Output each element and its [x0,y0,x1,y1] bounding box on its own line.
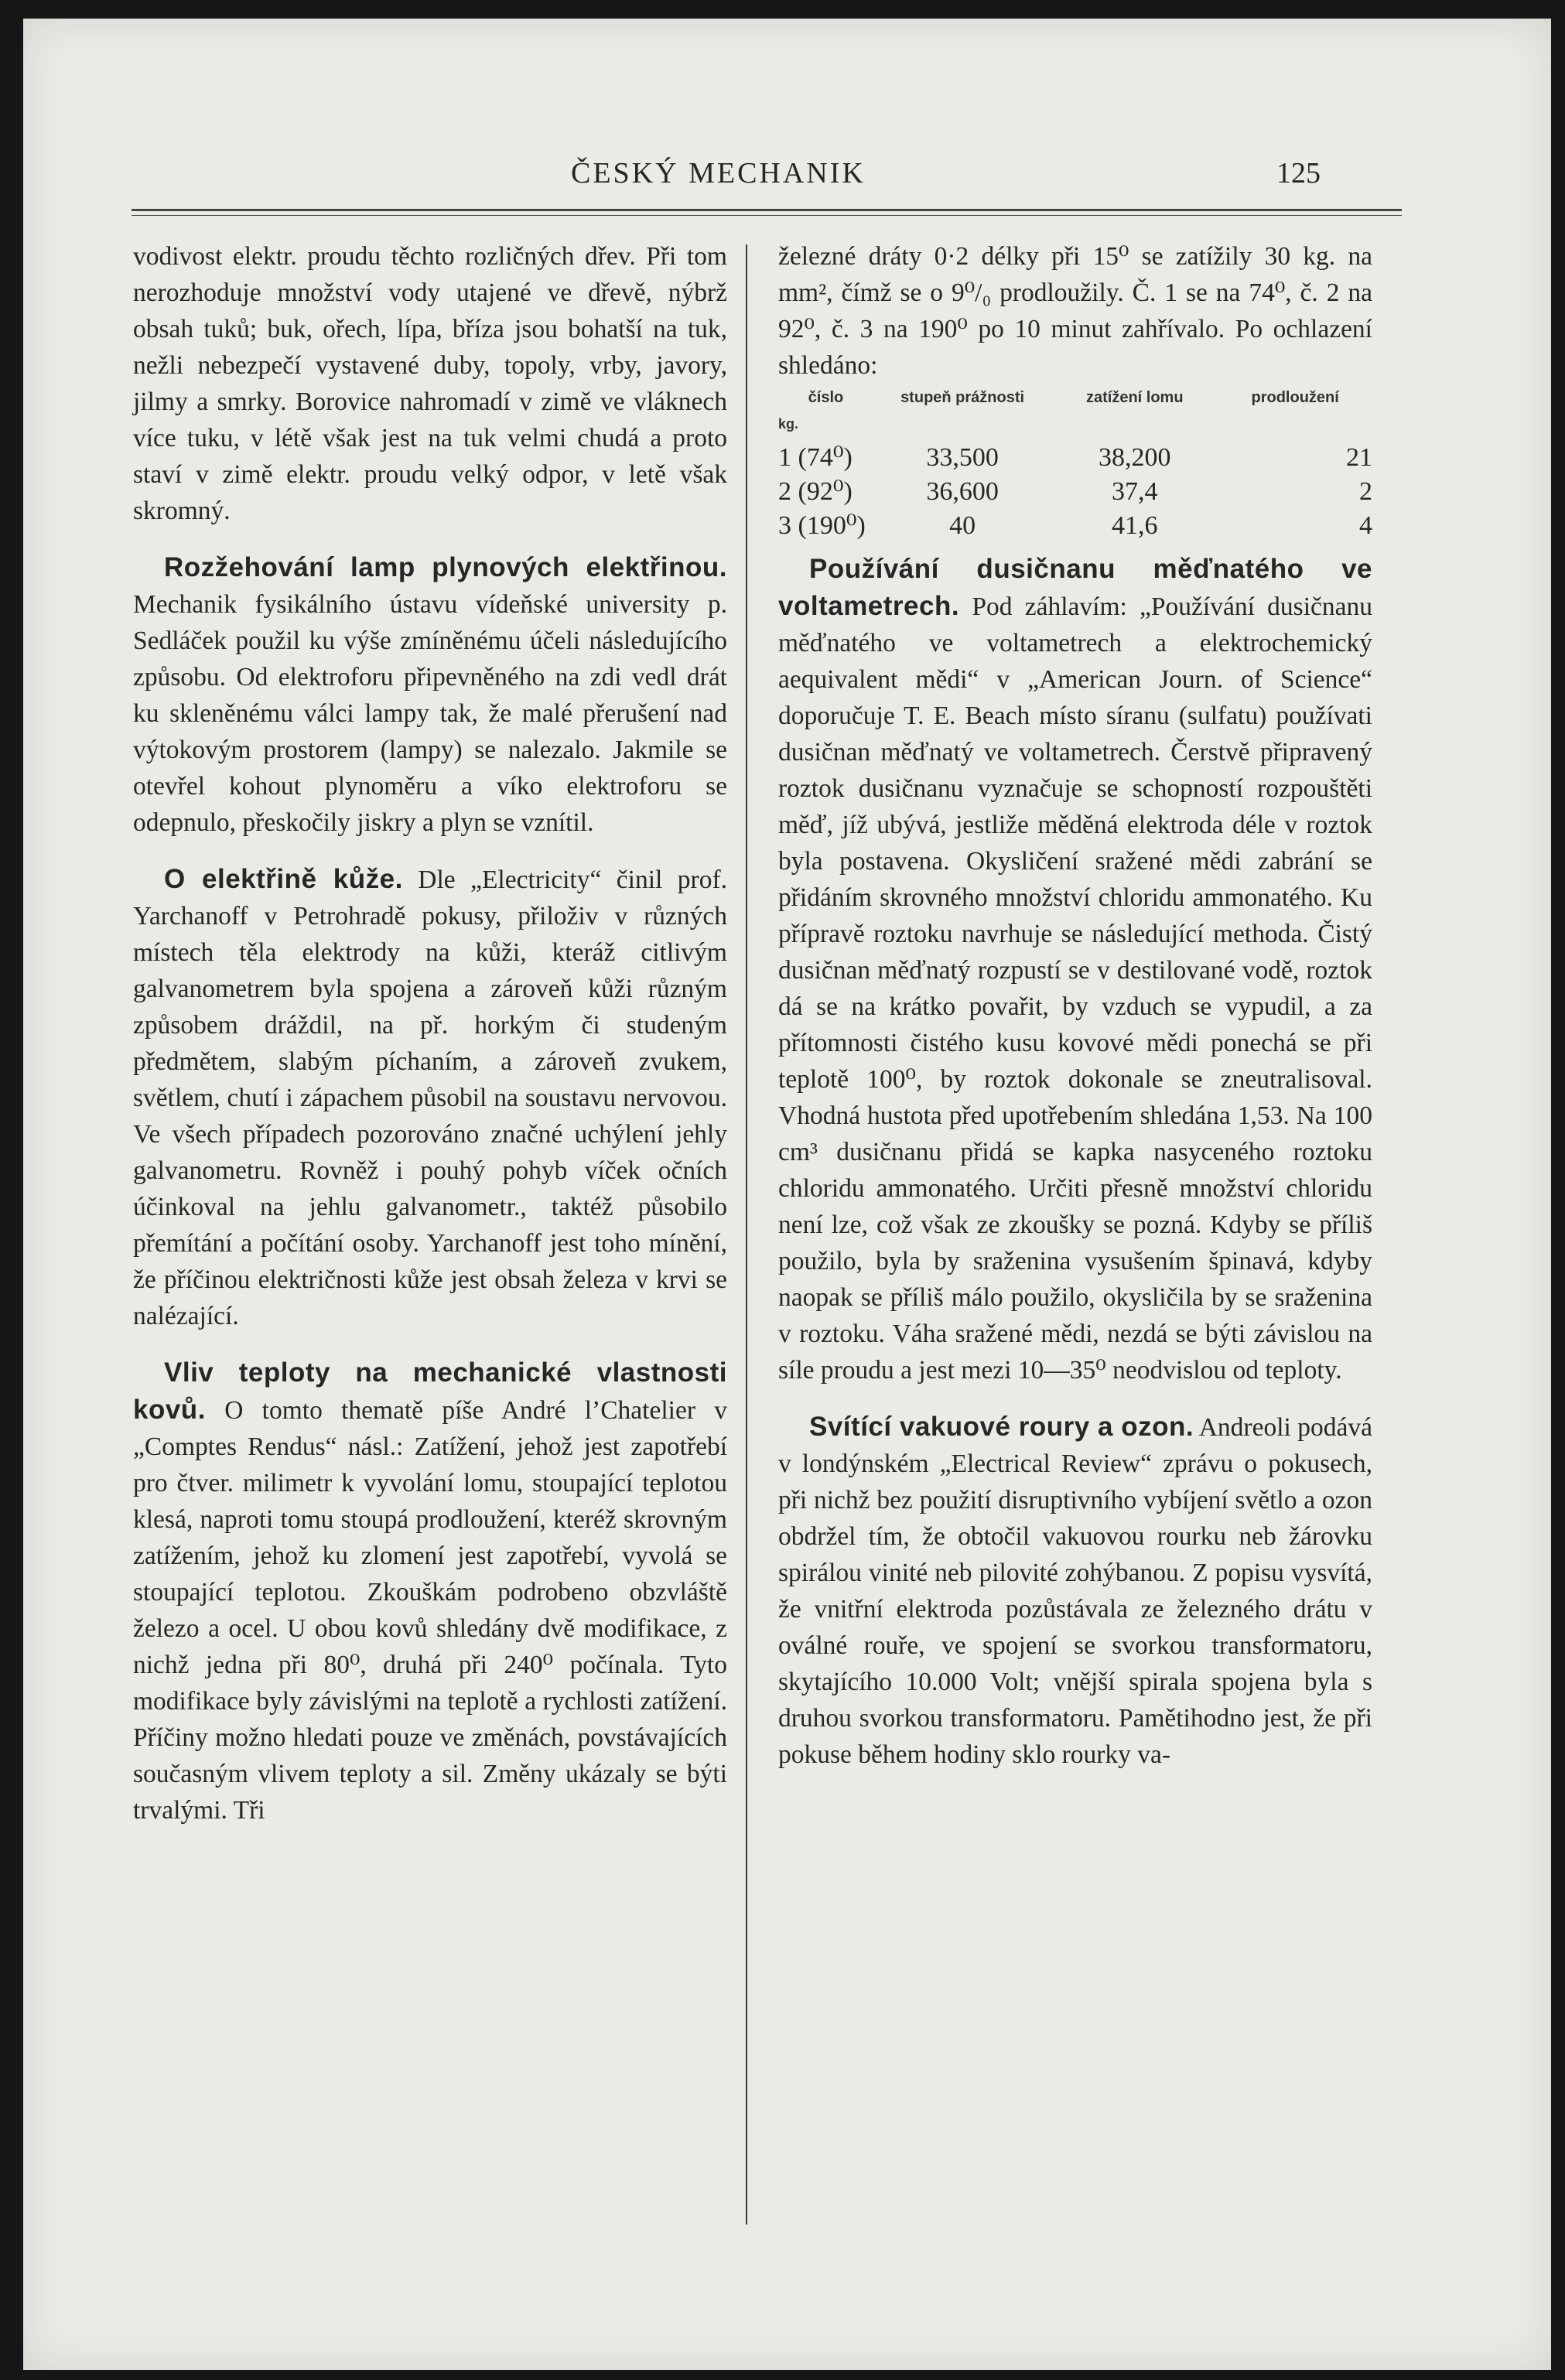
table-cell: 41,6 [1112,511,1158,540]
table-unit: kg. [778,416,799,432]
table-cell: 21 [1346,443,1372,472]
table-header: stupeň prážnosti [900,389,1025,406]
table-cell: 36,600 [926,477,999,506]
section-body: O tomto thematě píše André l’Chatelier v „Comptes Rendus“ násl.: Zatížení, jehož jest zapotřebí pro čtver. milimetr k vyvolání lomu, stoupající teplotou klesá, naproti tomu stoupá prodloužení, kteréž skrovným zatížením, jehož ku zlomení jest zapotřebí, vyvolá se stoupající teplotou. Zkouškám podrobeno obzvláště železo a ocel. U obou kovů shledány dvě modifikace, z nichž jedna při 80⁰, druhá při 240⁰ počínala. Tyto modifikace byly závislými na teplotě a rychlosti zatížení. Příčiny možno hledati pouze ve změnách, povstávajících současným vlivem teploty a sil. Změny ukázaly se býti trvalými. Tři [133,1396,727,1825]
column-divider [746,244,747,2225]
section-vacuum-tubes [778,1409,1372,1773]
section-copper-nitrate [778,551,1372,1388]
section-heading: Vliv teploty na mechanické vlastnosti kovů. [133,1357,727,1425]
continued-paragraph: železné dráty 0·2 délky při 15⁰ se zatížily 30 kg. na mm², čímž se o 9⁰/₀ prodloužily. Č. 1 se na 74⁰, č. 2 na 92⁰, č. 3 na 190⁰ po 10 minut zahřívalo. Po ochlazení shledáno: [778,242,1372,380]
results-table [778,388,1372,543]
section-heading: Rozžehování lamp plynových elektřinou. [164,552,727,582]
table-header: číslo [808,389,844,406]
right-column [778,238,1372,1773]
section-temperature-metals [133,1354,727,1829]
section-body: Pod záhlavím: „Používání dusičnanu měďnatého ve voltametrech a elektrochemický aequivalent mědi“ v „American Journ. of Science“ doporučuje T. E. Beach místo síranu (sulfatu) používati dusičnan měďnatý ve voltametrech. Čerstvě připravený roztok dusičnanu vyznačuje se schopností rozpouštěti měď, jíž ubývá, jestliže měděná elektroda déle v roztok byla postavena. Okysličení sražené mědi zabrání se přidáním skrovného množství chloridu ammonatého. Ku přípravě roztoku navrhuje se následující methoda. Čistý dusičnan měďnatý rozpustí se v destilované vodě, roztok dá se na krátko povařit, by vzduch se vypudil, a za přítomnosti čistého kusu kovové mědi ponechá se při teplotě 100⁰, by roztok dokonale se zneutralisoval. Vhodná hustota před upotřebením shledána 1,53. Na 100 cm³ dusičnanu přidá se kapka nasyceného roztoku chloridu ammonatého. Určiti přesně množství chloridu není lze, což však ze zkoušky se pozná. Kdyby se příliš použilo, byla by sraženina vysušením špinavá, kdyby naopak se příliš málo použilo, okysličila by se sraženina v roztoku. Váha sražené mědi, nezdá se býti závislou na síle proudu a jest mezi 10—35⁰ neodvislou od teploty. [778,592,1372,1385]
section-heading: O elektřině kůže. [164,864,403,894]
table-cell: 4 [1359,511,1372,540]
header-rule [132,209,1402,211]
section-heading: Svítící vakuové roury a ozon. [809,1412,1194,1442]
section-body: Dle „Electricity“ činil prof. Yarchanoff v Petrohradě pokusy, přiloživ v různých místech těla elektrody na kůži, kteráž citlivým galvanometrem byla spojena a zároveň kůži různým způsobem dráždil, na př. horkým či studeným předmětem, slabým píchaním, a zároveň zvukem, světlem, chutí i zápachem působil na soustavu nervovou. Ve všech případech pozorováno značné uchýlení jehly galvanometru. Rovněž i pouhý pohyb víček očních účinkoval na jehlu galvanometr., taktéž působilo přemítání a počítání osoby. Yarchanoff jest toho mínění, že příčinou električnosti kůže jest obsah železa v krvi se nalézající. [133,866,727,1330]
table-header: prodloužení [1251,389,1339,406]
table-header-row [778,388,1372,407]
table-unit-row [778,407,1372,441]
section-body: Andreoli podává v londýnském „Electrical Review“ zprávu o pokusech, při nichž bez použití disruptivního vybíjení světlo a ozon obdržel tím, že obtočil vakuovou rourku neb žárovku spirálou vinité neb pilovité zohýbanou. Z popisu vysvítá, že vnitřní elektroda pozůstávala ze železného drátu v oválné rouře, ve spojení se svorkou transformatoru, skytajícího 10.000 Volt; vnější spirala spojena byla s druhou svorkou transformatoru. Pamětihodno jest, že při pokuse během hodiny sklo rourky va- [778,1413,1372,1769]
table-cell: 1 (74⁰) [778,443,853,472]
header-rule-thin [132,215,1402,216]
table-row [778,441,1372,475]
table-cell: 40 [949,511,976,540]
book-page [23,19,1551,2370]
table-header: zatížení lomu [1085,389,1184,406]
table-cell: 2 (92⁰) [778,477,853,506]
table-cell: 2 [1359,477,1372,506]
section-skin-electricity [133,861,727,1334]
table-cell: 33,500 [926,443,999,472]
intro-paragraph: vodivost elektr. proudu těchto rozličných dřev. Při tom nerozhoduje množství vody utajené ve dřevě, nýbrž obsah tuků; buk, ořech, lípa, bříza jsou bohatší na tuk, nežli nebezpečí vystavené duby, topoly, vrby, javory, jilmy a smrky. Borovice nahromadí v zimě ve vláknech více tuku, v létě však jest na tuk velmi chudá a proto staví v zimě elektr. proudu velký odpor, v letě však skromný. [133,242,727,525]
left-column [133,238,727,1829]
table-cell: 37,4 [1112,477,1158,506]
table-cell: 38,200 [1099,443,1171,472]
table-row [778,475,1372,509]
running-title: ČESKÝ MECHANIK [571,157,866,190]
table-row [778,509,1372,543]
section-lamp-ignition [133,549,727,841]
section-heading: Používání dusičnanu měďnatého ve voltametrech. [778,554,1372,621]
table-cell: 3 (190⁰) [778,511,866,540]
page-number: 125 [1276,157,1321,190]
section-body: Mechanik fysikálního ústavu vídeňské university p. Sedláček použil ku výše zmíněnému účeli následujícího způsobu. Od elektroforu připevněného na zdi vedl drát ku skleněnému válci lampy tak, že malé přerušení nad výtokovým prostorem (lampy) se nalezalo. Jakmile se otevřel kohout plynoměru a víko elektroforu se odepnulo, přeskočily jiskry a plyn se vznítil. [133,590,727,837]
